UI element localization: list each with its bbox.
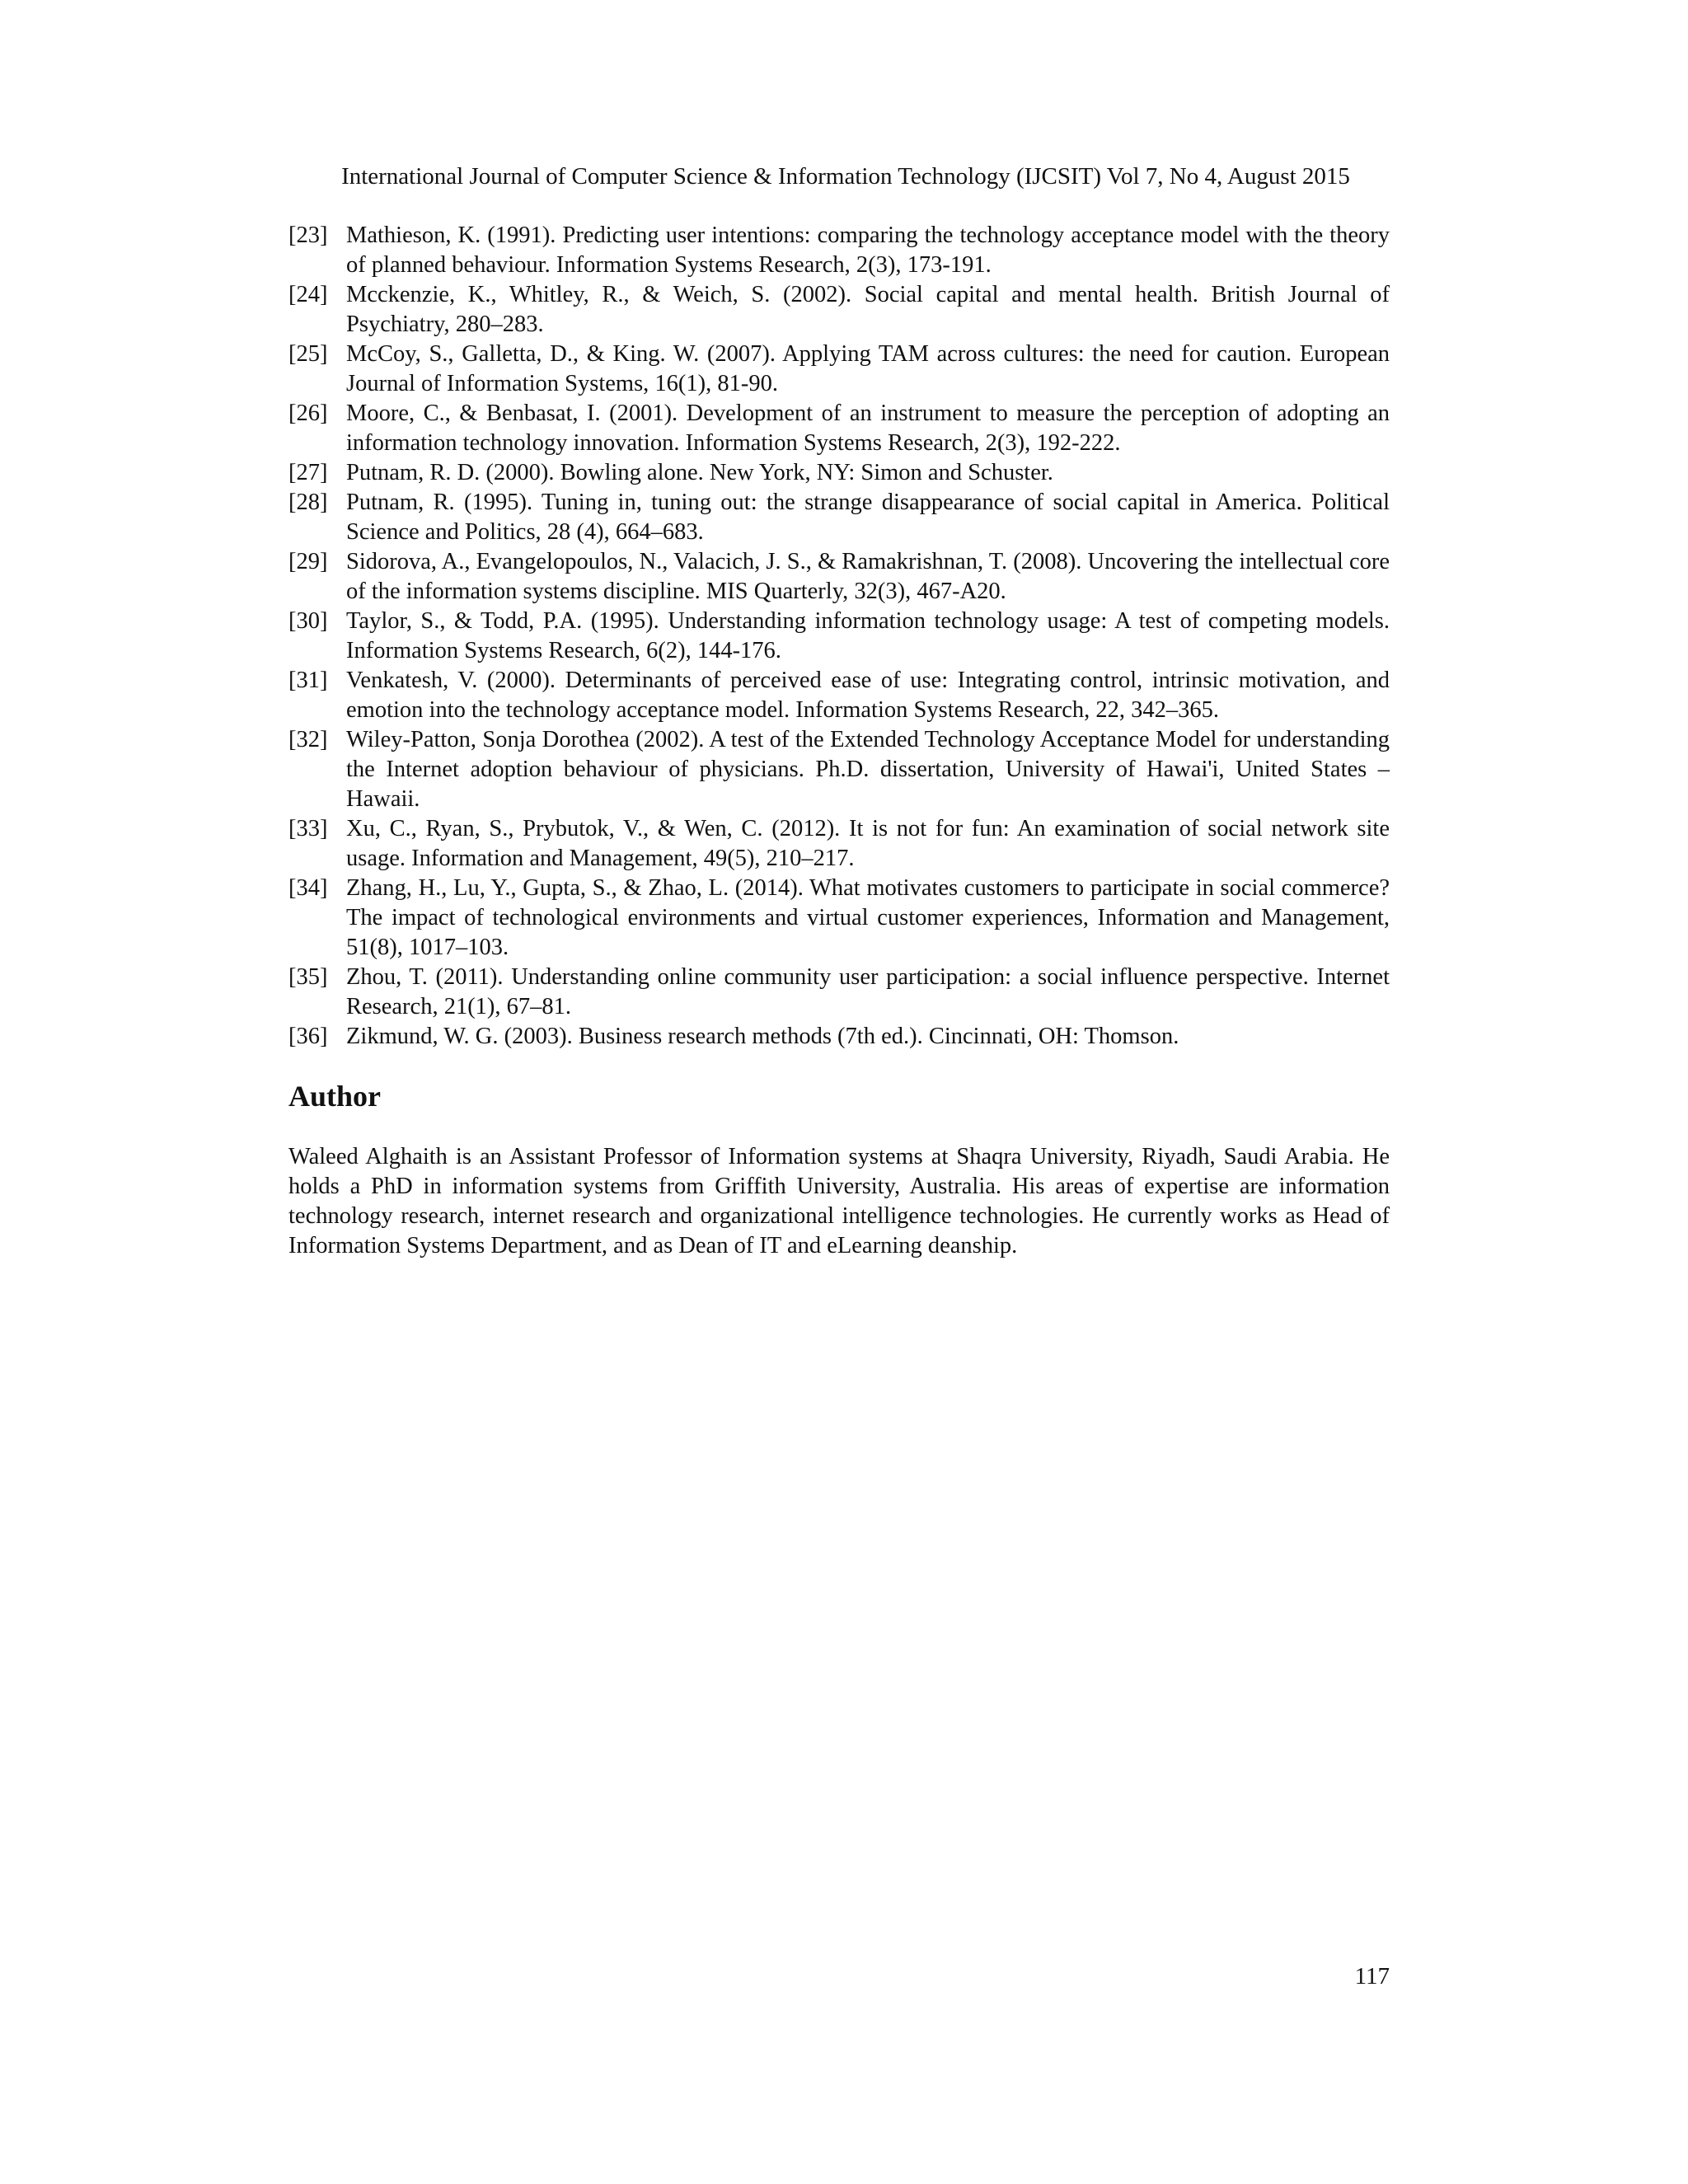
reference-item — [288, 221, 1390, 280]
reference-text: Putnam, R. (1995). Tuning in, tuning out: the strange disappearance of social capital in America. Political Science and Politics, 28 (4), 664–683. — [346, 490, 1390, 545]
reference-list — [288, 221, 1390, 1052]
reference-number: [31] — [288, 668, 328, 693]
reference-text: Mathieson, K. (1991). Predicting user intentions: comparing the technology acceptance model with the theory of planned behaviour. Information Systems Research, 2(3), 173-191. — [346, 223, 1390, 278]
reference-number: [29] — [288, 549, 328, 574]
reference-text: Mcckenzie, K., Whitley, R., & Weich, S. (2002). Social capital and mental health. British Journal of Psychiatry, 280–283. — [346, 282, 1390, 337]
reference-item — [288, 1022, 1390, 1052]
reference-number: [25] — [288, 341, 328, 367]
reference-number: [30] — [288, 608, 328, 634]
author-heading: Author — [288, 1080, 382, 1113]
reference-item — [288, 280, 1390, 340]
reference-text: Sidorova, A., Evangelopoulos, N., Valacich, J. S., & Ramakrishnan, T. (2008). Uncovering the intellectual core of the information systems discipline. MIS Quarterly, 32(3), 467-A20. — [346, 549, 1390, 604]
page-number: 117 — [1354, 1963, 1390, 1990]
author-bio: Waleed Alghaith is an Assistant Professor of Information systems at Shaqra University, Riyadh, Saudi Arabia. He holds a PhD in information systems from Griffith University, Australia. His areas of expertise are information technology research, internet research and organizational intelligence technologies. He currently works as Head of Information Systems Department, and as Dean of IT and eLearning deanship. — [288, 1144, 1390, 1258]
reference-text: Zhang, H., Lu, Y., Gupta, S., & Zhao, L. (2014). What motivates customers to participate in social commerce? The impact of technological environments and virtual customer experiences, Information and Management, 51(8), 1017–103. — [346, 875, 1390, 960]
reference-item — [288, 607, 1390, 666]
reference-number: [27] — [288, 460, 328, 485]
reference-text: Putnam, R. D. (2000). Bowling alone. New York, NY: Simon and Schuster. — [346, 460, 1053, 485]
reference-number: [28] — [288, 490, 328, 515]
reference-item — [288, 547, 1390, 607]
reference-item — [288, 666, 1390, 725]
reference-number: [23] — [288, 223, 328, 248]
reference-number: [24] — [288, 282, 328, 307]
reference-number: [34] — [288, 875, 328, 901]
reference-item — [288, 814, 1390, 874]
reference-item — [288, 488, 1390, 547]
reference-item — [288, 725, 1390, 814]
reference-text: Zhou, T. (2011). Understanding online community user participation: a social influence perspective. Internet Research, 21(1), 67–81. — [346, 964, 1390, 1019]
reference-text: McCoy, S., Galletta, D., & King. W. (2007). Applying TAM across cultures: the need for caution. European Journal of Information Systems, 16(1), 81-90. — [346, 341, 1390, 396]
reference-item — [288, 963, 1390, 1022]
running-header: International Journal of Computer Science & Information Technology (IJCSIT) Vol 7, No 4, August 2015 — [341, 163, 1350, 190]
reference-number: [33] — [288, 816, 328, 841]
reference-text: Xu, C., Ryan, S., Prybutok, V., & Wen, C. (2012). It is not for fun: An examination of social network site usage. Information and Management, 49(5), 210–217. — [346, 816, 1390, 871]
reference-number: [36] — [288, 1024, 328, 1049]
reference-item — [288, 399, 1390, 458]
reference-item — [288, 458, 1390, 488]
reference-number: [35] — [288, 964, 328, 990]
reference-number: [32] — [288, 727, 328, 752]
reference-number: [26] — [288, 401, 328, 426]
reference-text: Moore, C., & Benbasat, I. (2001). Development of an instrument to measure the perception of adopting an information technology innovation. Information Systems Research, 2(3), 192-222. — [346, 401, 1390, 456]
reference-text: Wiley-Patton, Sonja Dorothea (2002). A test of the Extended Technology Acceptance Model for understanding the Internet adoption behaviour of physicians. Ph.D. dissertation, University of Hawai'i, United States – Hawaii. — [346, 727, 1390, 812]
reference-item — [288, 340, 1390, 399]
reference-text: Taylor, S., & Todd, P.A. (1995). Understanding information technology usage: A test of competing models. Information Systems Research, 6(2), 144-176. — [346, 608, 1390, 663]
reference-text: Zikmund, W. G. (2003). Business research methods (7th ed.). Cincinnati, OH: Thomson. — [346, 1024, 1179, 1049]
reference-text: Venkatesh, V. (2000). Determinants of perceived ease of use: Integrating control, intrinsic motivation, and emotion into the technology acceptance model. Information Systems Research, 22, 342–365. — [346, 668, 1390, 723]
reference-item — [288, 874, 1390, 963]
